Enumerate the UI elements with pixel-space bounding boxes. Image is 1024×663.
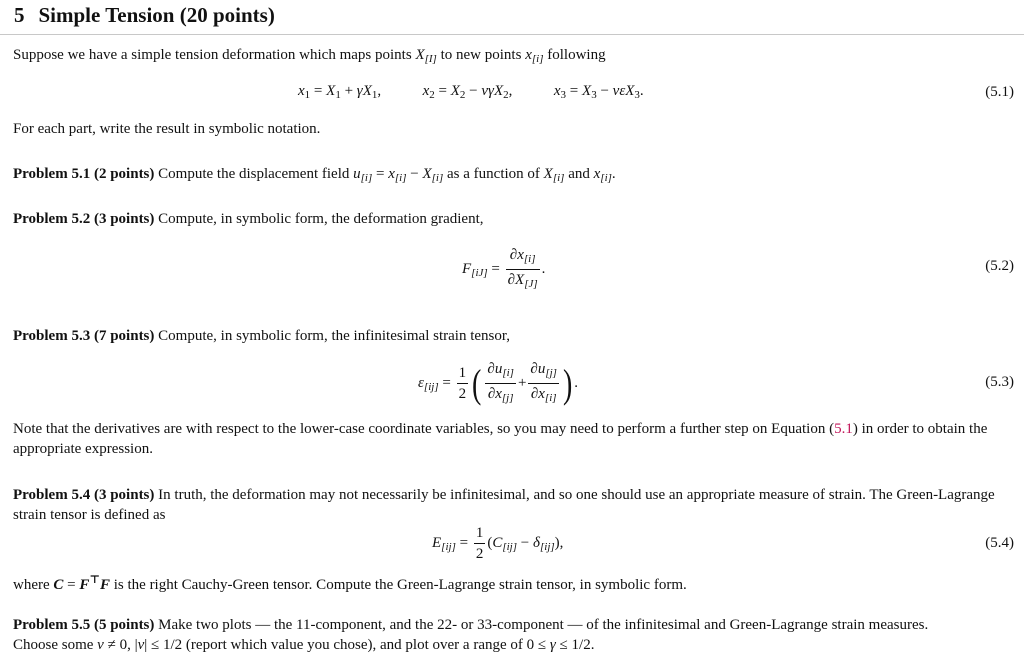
problem-5-3-heading: Problem 5.3 [13,328,91,344]
equation-reference-link[interactable]: 5.1 [834,421,853,437]
equation-label-5-4: (5.4) [985,535,1014,551]
equation-5-1: $x_1 = X_1 + \gamma X_1$, $x_2 = X_2 - \nu\gamma X_2$, $x_3 = X_3 - \nu\varepsilon X_3$. [298,83,644,101]
problem-5-5-line-2 [13,635,594,655]
problem-5-3-note: Note that the derivatives are with respect to the lower-case coordinate variables, so you may need to perform a further step on Equation (5.1) in order to obtain the appropriate expression. [13,421,988,457]
math-C-def: C = F⊤F [53,574,110,593]
math-X-I: $X_{[I]}$ [415,47,437,65]
problem-5-3-points: (7 points) [93,328,155,344]
equation-5-4: $E_{[ij]}$ = $\frac{1}{2}$ $(C_{[ij]} - \delta_{[ij]})$, [432,525,564,562]
intro-text-2: to new points [440,47,522,63]
note-text-1: Note that the derivatives are with respect to the lower-case coordinate variables, so you may need to perform a further step on Equation [13,421,826,437]
instruction-text: For each part, write the result in symbolic notation. [13,121,321,137]
problem-5-1-text-3: and [568,166,590,182]
intro-paragraph [13,45,606,69]
where-text-2: is the right Cauchy-Green tensor. Compute the Green-Lagrange strain tensor, in symbolic form. [113,577,687,593]
equation-label-5-1: (5.1) [985,84,1014,100]
problem-5-5-text-3: (report which value you chose), and plot over a range of [185,637,523,653]
problem-5-4-where [13,570,687,595]
where-text-1: where [13,577,50,593]
section-number: 5 [14,3,25,27]
math-x-i: $x_{[i]}$ [525,47,544,65]
problem-5-1-points: (2 points) [93,166,155,182]
math-displacement: $u_{[i]} = x_{[i]} - X_{[i]}$ [353,166,444,184]
intro-text-3: following [547,47,606,63]
problem-5-2-text: Compute, in symbolic form, the deformation gradient, [158,211,484,227]
section-heading [14,3,275,28]
problem-5-4-text: In truth, the deformation may not necessarily be infinitesimal, and so one should use an appropriate measure of strain. The Green-Lagrange strain tensor is defined as [13,487,995,523]
math-X-i: $X_{[i]}$ [543,166,565,184]
math-nu-condition: ν ≠ 0, |ν| ≤ 1/2 [97,637,183,653]
intro-text-1: Suppose we have a simple tension deformation which maps points [13,47,412,63]
math-gamma-range: 0 ≤ γ ≤ 1/2. [526,637,595,653]
equation-label-5-3: (5.3) [985,374,1014,390]
problem-5-5-heading: Problem 5.5 [13,617,91,633]
problem-5-3 [13,326,510,346]
problem-5-2 [13,209,484,229]
problem-5-4-points: (3 points) [93,487,155,503]
problem-5-5-text-2: Choose some [13,637,94,653]
equation-5-3: $\varepsilon_{[ij]}$ = $\frac{1}{2}$ ( $\frac{\partial u_{[i]}}{\partial x_{[j]}}$ + $\frac{\partial u_{[j]}}{\partial x_{[i]}}$ ) . [418,360,579,406]
problem-5-5-text-1: Make two plots — the 11-component, and the 22- or 33-component — of the infinitesimal and Green-Lagrange strain measures. [158,617,929,633]
problem-5-5 [13,615,928,635]
problem-5-3-text: Compute, in symbolic form, the infinitesimal strain tensor, [158,328,511,344]
equation-5-2: $F_{[iJ]}$ = $\frac{\partial x_{[i]}}{\partial X_{[J]}}$ . [462,247,546,290]
problem-5-2-heading: Problem 5.2 [13,211,91,227]
problem-5-1 [13,164,616,188]
heading-divider [0,34,1024,35]
equation-label-5-2: (5.2) [985,258,1014,274]
math-x-i-2: $x_{[i]}$. [593,166,616,184]
problem-5-1-text-2: as a function of [447,166,540,182]
problem-5-1-heading: Problem 5.1 [13,166,91,182]
problem-5-5-points: (5 points) [93,617,155,633]
problem-5-1-text-1: Compute the displacement field [158,166,350,182]
problem-5-4-heading: Problem 5.4 [13,487,91,503]
problem-5-2-points: (3 points) [93,211,155,227]
note-text-2: in order to obtain the appropriate expression. [13,421,988,457]
problem-5-4 [13,485,1013,525]
section-title-text: Simple Tension (20 points) [38,3,275,27]
